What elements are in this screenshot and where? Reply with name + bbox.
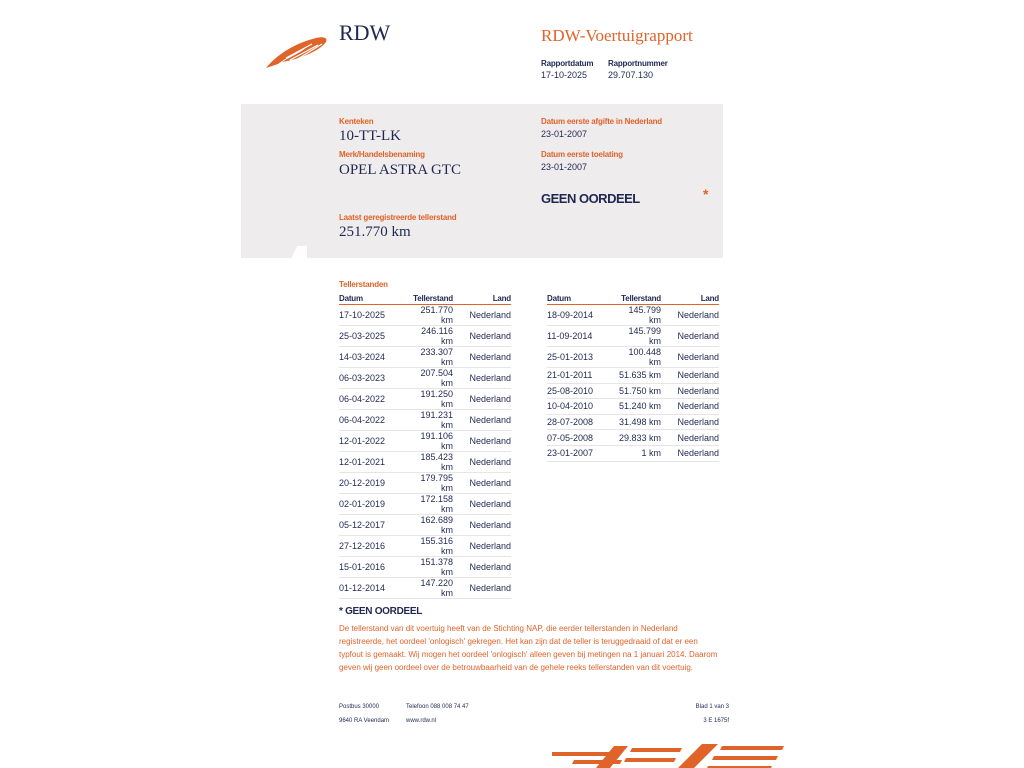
table-row [339,389,511,410]
footer-website: www.rdw.nl [406,718,437,724]
footer-code: 3 E 1675f [703,718,729,724]
odometer-section-title: Tellerstanden [339,280,388,289]
table-row [547,383,719,399]
cell-odometer: 31.498 km [617,414,661,430]
cell-country: Nederland [453,389,511,410]
footer-address: 9640 RA Veendam [339,718,390,724]
cell-country: Nederland [453,326,511,347]
cell-country: Nederland [453,473,511,494]
footer-page-number: Blad 1 van 3 [695,704,729,710]
cell-date: 14-03-2024 [339,347,409,368]
header-country: Land [661,292,719,305]
cell-date: 20-12-2019 [339,473,409,494]
cell-date: 15-01-2016 [339,557,409,578]
cell-date: 18-09-2014 [547,305,617,326]
table-row [339,557,511,578]
table-row [339,578,511,599]
table-row [339,515,511,536]
table-row [547,368,719,384]
table-row [547,445,719,461]
cell-country: Nederland [453,431,511,452]
table-row [339,347,511,368]
header-date: Datum [339,292,409,305]
plate-label: Kenteken [339,117,374,126]
last-odometer-value: 251.770 km [339,224,411,240]
footer-postbus: Postbus 30000 [339,704,380,710]
cell-odometer: 162.689 km [409,515,453,536]
cell-date: 06-04-2022 [339,389,409,410]
make-value: OPEL ASTRA GTC [339,162,461,178]
cell-country: Nederland [661,305,719,326]
cell-date: 10-04-2010 [547,399,617,415]
last-odometer-label: Laatst geregistreerde tellerstand [339,213,457,222]
cell-odometer: 191.106 km [409,431,453,452]
table-header-row [339,292,511,305]
cell-country: Nederland [661,347,719,368]
cell-odometer: 145.799 km [617,326,661,347]
plate-value: 10-TT-LK [339,128,401,144]
cell-odometer: 151.378 km [409,557,453,578]
note-line: registreerde, het oordeel 'onlogisch' gekregen. Het kan zijn dat de teller is teruggedraaid of dat er een [339,637,698,646]
table-row [339,326,511,347]
table-row [339,536,511,557]
cell-country: Nederland [453,368,511,389]
cell-country: Nederland [453,536,511,557]
table-row [547,430,719,446]
cell-date: 17-10-2025 [339,305,409,326]
first-admission-value: 23-01-2007 [541,162,588,172]
report-title: RDW-Voertuigrapport [541,26,693,45]
cell-odometer: 207.504 km [409,368,453,389]
cell-country: Nederland [453,578,511,599]
cell-date: 12-01-2021 [339,452,409,473]
cell-odometer: 251.770 km [409,305,453,326]
cell-country: Nederland [453,452,511,473]
odometer-table-right [547,292,719,462]
note-line: geven wij geen oordeel over de betrouwbaarheid van de gehele reeks tellerstanden van dit voertuig. [339,663,694,672]
cell-odometer: 155.316 km [409,536,453,557]
cell-date: 28-07-2008 [547,414,617,430]
odometer-table-left [339,292,511,599]
report-number-value: 29.707.130 [608,70,654,80]
report-number-label: Rapportnummer [608,59,668,68]
table-row [339,494,511,515]
cell-date: 12-01-2022 [339,431,409,452]
cell-country: Nederland [661,430,719,446]
cell-date: 05-12-2017 [339,515,409,536]
cell-date: 06-03-2023 [339,368,409,389]
note-text [339,622,739,674]
table-row [339,305,511,326]
cell-country: Nederland [661,326,719,347]
table-row [547,399,719,415]
table-row [339,410,511,431]
cell-date: 27-12-2016 [339,536,409,557]
table-row [339,368,511,389]
verdict-asterisk: * [703,186,709,202]
table-row [547,414,719,430]
cell-date: 01-12-2014 [339,578,409,599]
cell-country: Nederland [453,410,511,431]
first-nl-value: 23-01-2007 [541,129,588,139]
verdict-badge: GEEN OORDEEL [541,191,640,206]
vehicle-panel [241,104,723,258]
table-row [547,347,719,368]
cell-country: Nederland [661,445,719,461]
cell-date: 11-09-2014 [547,326,617,347]
cell-country: Nederland [661,368,719,384]
cell-odometer: 29.833 km [617,430,661,446]
cell-odometer: 1 km [617,445,661,461]
cell-odometer: 51.750 km [617,383,661,399]
cell-odometer: 100.448 km [617,347,661,368]
cell-date: 25-03-2025 [339,326,409,347]
cell-country: Nederland [661,414,719,430]
cell-odometer: 185.423 km [409,452,453,473]
first-admission-label: Datum eerste toelating [541,150,623,159]
report-date-value: 17-10-2025 [541,70,588,80]
note-title: * GEEN OORDEEL [339,606,423,617]
table-row [339,473,511,494]
cell-odometer: 147.220 km [409,578,453,599]
brand-name: RDW [339,20,391,45]
header-odometer: Tellerstand [409,292,453,305]
cell-country: Nederland [453,494,511,515]
cell-date: 02-01-2019 [339,494,409,515]
cell-country: Nederland [661,383,719,399]
cell-country: Nederland [661,399,719,415]
cell-odometer: 145.799 km [617,305,661,326]
cell-country: Nederland [453,515,511,536]
table-row [547,305,719,326]
cell-odometer: 51.240 km [617,399,661,415]
make-label: Merk/Handelsbenaming [339,150,425,159]
cell-odometer: 179.795 km [409,473,453,494]
cell-odometer: 246.116 km [409,326,453,347]
header-date: Datum [547,292,617,305]
header-odometer: Tellerstand [617,292,661,305]
cell-date: 23-01-2007 [547,445,617,461]
table-row [547,326,719,347]
table-row [339,431,511,452]
note-line: De tellerstand van dit voertuig heeft van de Stichting NAP, die eerder tellerstanden in Nederland [339,624,678,633]
header-country: Land [453,292,511,305]
cell-date: 21-01-2011 [547,368,617,384]
cell-odometer: 191.231 km [409,410,453,431]
cell-country: Nederland [453,347,511,368]
cell-country: Nederland [453,305,511,326]
first-nl-label: Datum eerste afgifte in Nederland [541,117,662,126]
note-line: typfout is gemaakt. Wij mogen het oordeel 'onlogisch' alleen geven bij metingen na 1 januari 2014. Daarom [339,650,718,659]
rdw-feather-icon [264,34,330,70]
cell-odometer: 191.250 km [409,389,453,410]
cell-odometer: 233.307 km [409,347,453,368]
table-header-row [547,292,719,305]
table-row [339,452,511,473]
cell-country: Nederland [453,557,511,578]
cell-date: 06-04-2022 [339,410,409,431]
rdw-stripes-icon [552,744,786,768]
report-date-label: Rapportdatum [541,59,594,68]
cell-odometer: 51.635 km [617,368,661,384]
cell-date: 07-05-2008 [547,430,617,446]
cell-odometer: 172.158 km [409,494,453,515]
cell-date: 25-08-2010 [547,383,617,399]
footer-phone: Telefoon 088 008 74 47 [406,704,469,710]
cell-date: 25-01-2013 [547,347,617,368]
